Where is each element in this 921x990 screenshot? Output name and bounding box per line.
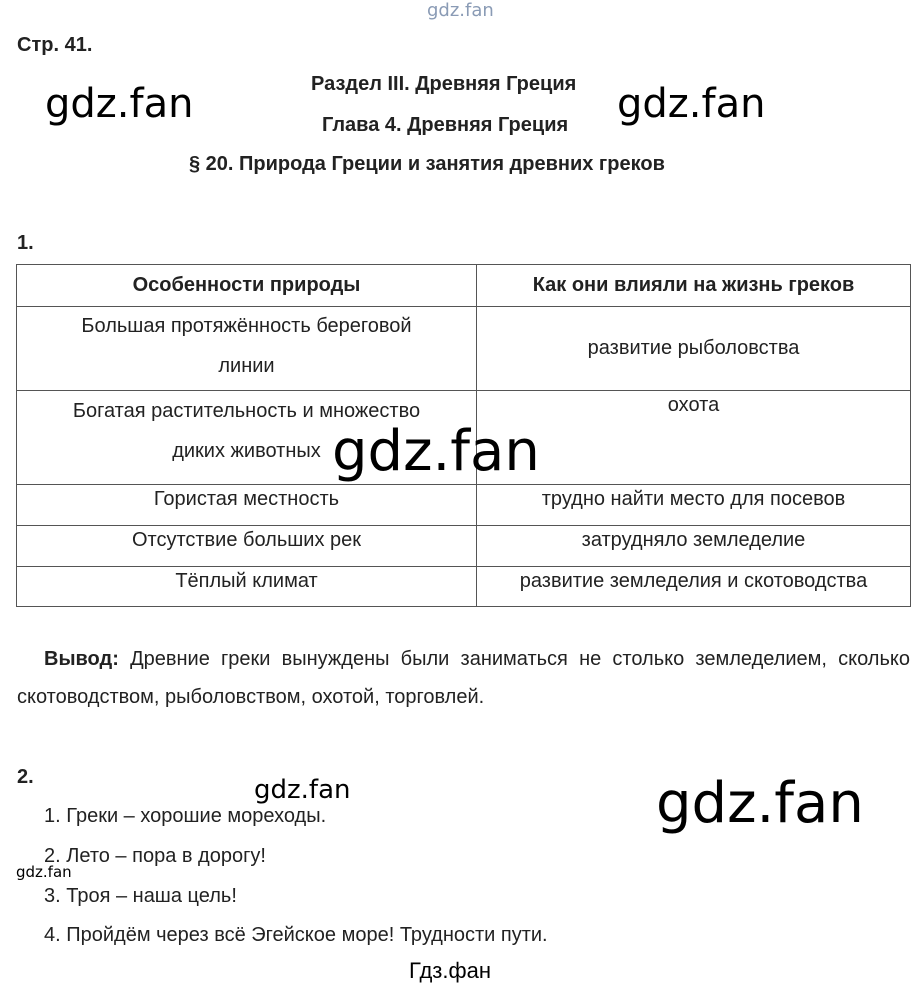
table-cell-influence: развитие рыболовства [477, 307, 911, 391]
task2-number: 2. [17, 766, 34, 788]
list-item: 1. Греки – хорошие мореходы. [44, 805, 327, 827]
list-item: 4. Пройдём через всё Эгейское море! Трудности пути. [44, 924, 548, 946]
watermark-mid: gdz.fan [254, 775, 351, 805]
list-item: 2. Лето – пора в дорогу! [44, 845, 266, 867]
table-cell-feature: Большая протяжённость береговой линии [17, 307, 477, 391]
table-cell-feature: Тёплый климат [17, 567, 477, 607]
chapter-heading: Глава 4. Древняя Греция [322, 114, 569, 136]
conclusion-label: Вывод: [44, 648, 119, 670]
watermark-center: gdz.fan [332, 419, 540, 484]
watermark-left: gdz.fan [45, 81, 194, 127]
table-cell-feature: Отсутствие больших рек [17, 526, 477, 567]
watermark-big-right: gdz.fan [656, 771, 864, 836]
task1-number: 1. [17, 232, 34, 254]
table-row [17, 526, 911, 567]
table-cell-influence: развитие земледелия и скотоводства [477, 567, 911, 607]
table-cell-influence: трудно найти место для посевов [477, 485, 911, 526]
watermark-tiny: gdz.fan [16, 863, 72, 881]
watermark-right: gdz.fan [617, 81, 766, 127]
conclusion [17, 640, 910, 716]
table-cell-feature: Богатая растительность и множество диких животных [17, 391, 477, 485]
table-header-features: Особенности природы [17, 265, 477, 307]
table-row [17, 307, 911, 391]
paragraph-heading: § 20. Природа Греции и занятия древних греков [189, 153, 665, 175]
section-heading: Раздел III. Древняя Греция [311, 73, 577, 95]
page-label: Стр. 41. [17, 34, 93, 56]
table-row [17, 485, 911, 526]
table-cell-feature: Гористая местность [17, 485, 477, 526]
table-cell-influence: охота [477, 391, 911, 485]
table-header-row [17, 265, 911, 307]
table-row [17, 567, 911, 607]
conclusion-text: Древние греки вынуждены были заниматься не столько земледелием, сколько скотоводством, рыболовством, охотой, торговлей. [17, 648, 910, 708]
table-header-influence: Как они влияли на жизнь греков [477, 265, 911, 307]
watermark-footer: Гдз.фан [409, 958, 491, 983]
list-item: 3. Троя – наша цель! [44, 885, 237, 907]
watermark-top: gdz.fan [427, 0, 494, 21]
table-cell-influence: затрудняло земледелие [477, 526, 911, 567]
